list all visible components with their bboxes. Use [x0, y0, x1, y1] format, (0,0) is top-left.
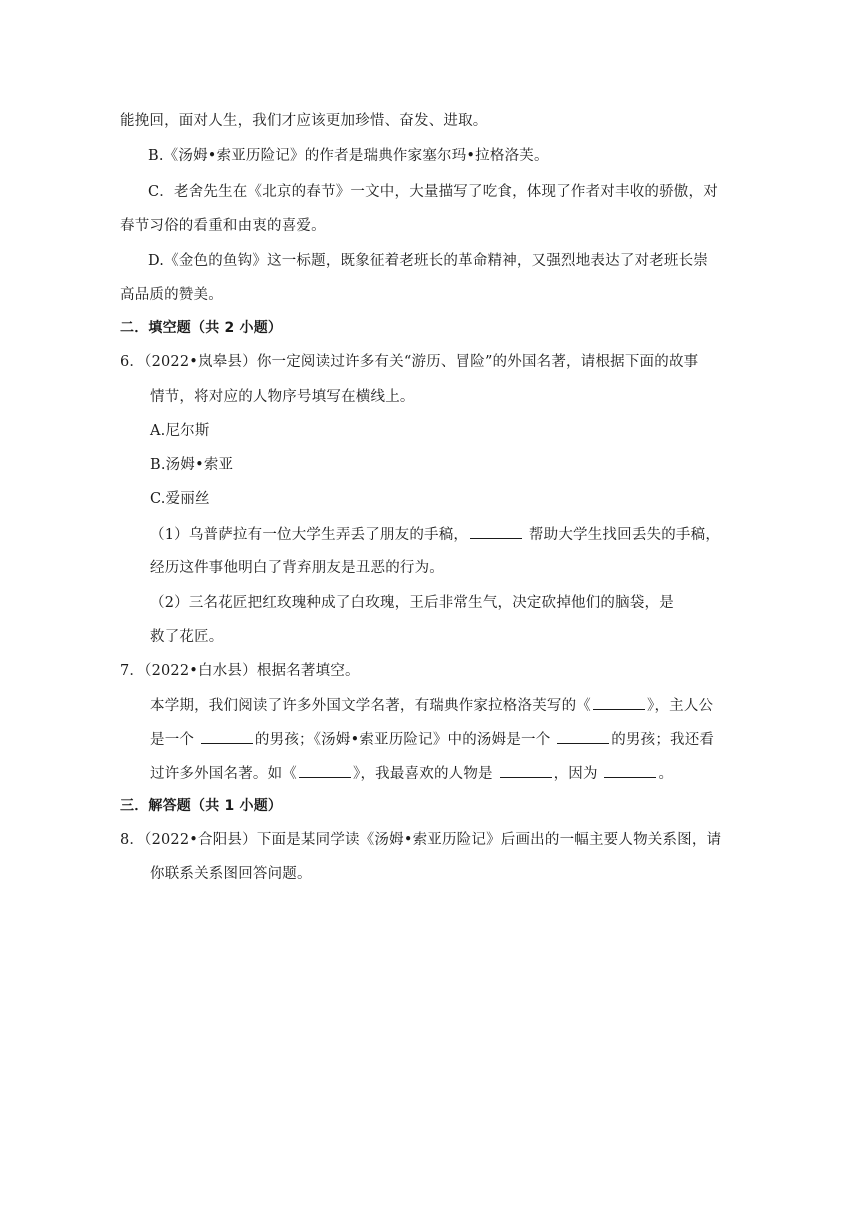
q7-other-book-blank[interactable]: [299, 763, 351, 778]
q5-option-c-line2: 春节习俗的看重和由衷的喜爱。: [120, 218, 326, 234]
q8-stem-line2: 你联系关系图回答问题。: [150, 866, 312, 882]
q6-part2-line1: （2）三名花匠把红玫瑰种成了白玫瑰，王后非常生气，决定砍掉他们的脑袋，是: [150, 595, 674, 611]
q7-favorite-character-blank[interactable]: [500, 763, 552, 778]
q7-reason-blank[interactable]: [604, 763, 656, 778]
q7-line3-text-a: 过许多外国名著。如《: [150, 766, 297, 782]
q7-line1-text-before: 本学期，我们阅读了许多外国文学名著，有瑞典作家拉格洛芙写的《: [150, 698, 591, 714]
q7-line3: [150, 763, 673, 784]
q7-line1-text-after: 》，主人公: [647, 698, 714, 714]
q7-line1: [150, 695, 713, 716]
q6-part1-blank[interactable]: [470, 524, 522, 539]
q6-option-a: A.尼尔斯: [150, 423, 210, 439]
q7-line2-text-b: 的男孩；《汤姆•索亚历险记》中的汤姆是一个: [254, 732, 556, 748]
q6-part2-line2: 救了花匠。: [150, 629, 224, 645]
q6-stem-line1: 6．（2022•岚皋县）你一定阅读过许多有关“游历、冒险”的外国名著，请根据下面的故事: [120, 354, 699, 370]
q7-protagonist-trait-blank[interactable]: [201, 729, 253, 744]
q6-stem-line2: 情节，将对应的人物序号填写在横线上。: [150, 389, 415, 405]
q7-tom-trait-blank[interactable]: [557, 729, 609, 744]
section-heading-answer: 三．解答题（共 1 小题）: [120, 798, 283, 814]
section-heading-fill-in: 二．填空题（共 2 小题）: [120, 320, 283, 336]
q5-option-a-tail: 能挽回，面对人生，我们才应该更加珍惜、奋发、进取。: [120, 113, 488, 129]
q5-option-d-line1: D.《金色的鱼钩》这一标题，既象征着老班长的革命精神，又强烈地表达了对老班长崇: [148, 253, 709, 269]
q6-part1-text-after: 帮助大学生找回丢失的手稿，: [524, 527, 721, 543]
q7-line2-text-c: 的男孩；我还看: [611, 732, 715, 748]
q8-stem-line1: 8．（2022•合阳县）下面是某同学读《汤姆•索亚历险记》后画出的一幅主要人物关系图，请: [120, 832, 722, 848]
q6-option-b: B.汤姆•索亚: [150, 457, 234, 473]
q7-stem: 7．（2022•白水县）根据名著填空。: [120, 663, 360, 679]
q7-line3-text-d: 。: [658, 766, 674, 782]
q6-part1-line2: 经历这件事他明白了背弃朋友是丑恶的行为。: [150, 560, 444, 576]
q6-part1-text-before: （1）乌普萨拉有一位大学生弄丢了朋友的手稿，: [150, 527, 469, 543]
q5-option-c-line1: C．老舍先生在《北京的春节》一文中，大量描写了吃食，体现了作者对丰收的骄傲，对: [148, 184, 718, 200]
q6-part1-line1: [150, 524, 720, 545]
q7-line3-text-b: 》，我最喜欢的人物是: [353, 766, 498, 782]
q7-line3-text-c: ，因为: [553, 766, 603, 782]
q5-option-d-line2: 高品质的赞美。: [120, 287, 223, 303]
q7-book-title-blank[interactable]: [593, 695, 645, 710]
q6-option-c: C.爱丽丝: [150, 491, 210, 507]
q7-line2: [150, 729, 714, 750]
q5-option-b: B.《汤姆•索亚历险记》的作者是瑞典作家塞尔玛•拉格洛芙。: [148, 148, 549, 164]
q7-line2-text-a: 是一个: [150, 732, 199, 748]
